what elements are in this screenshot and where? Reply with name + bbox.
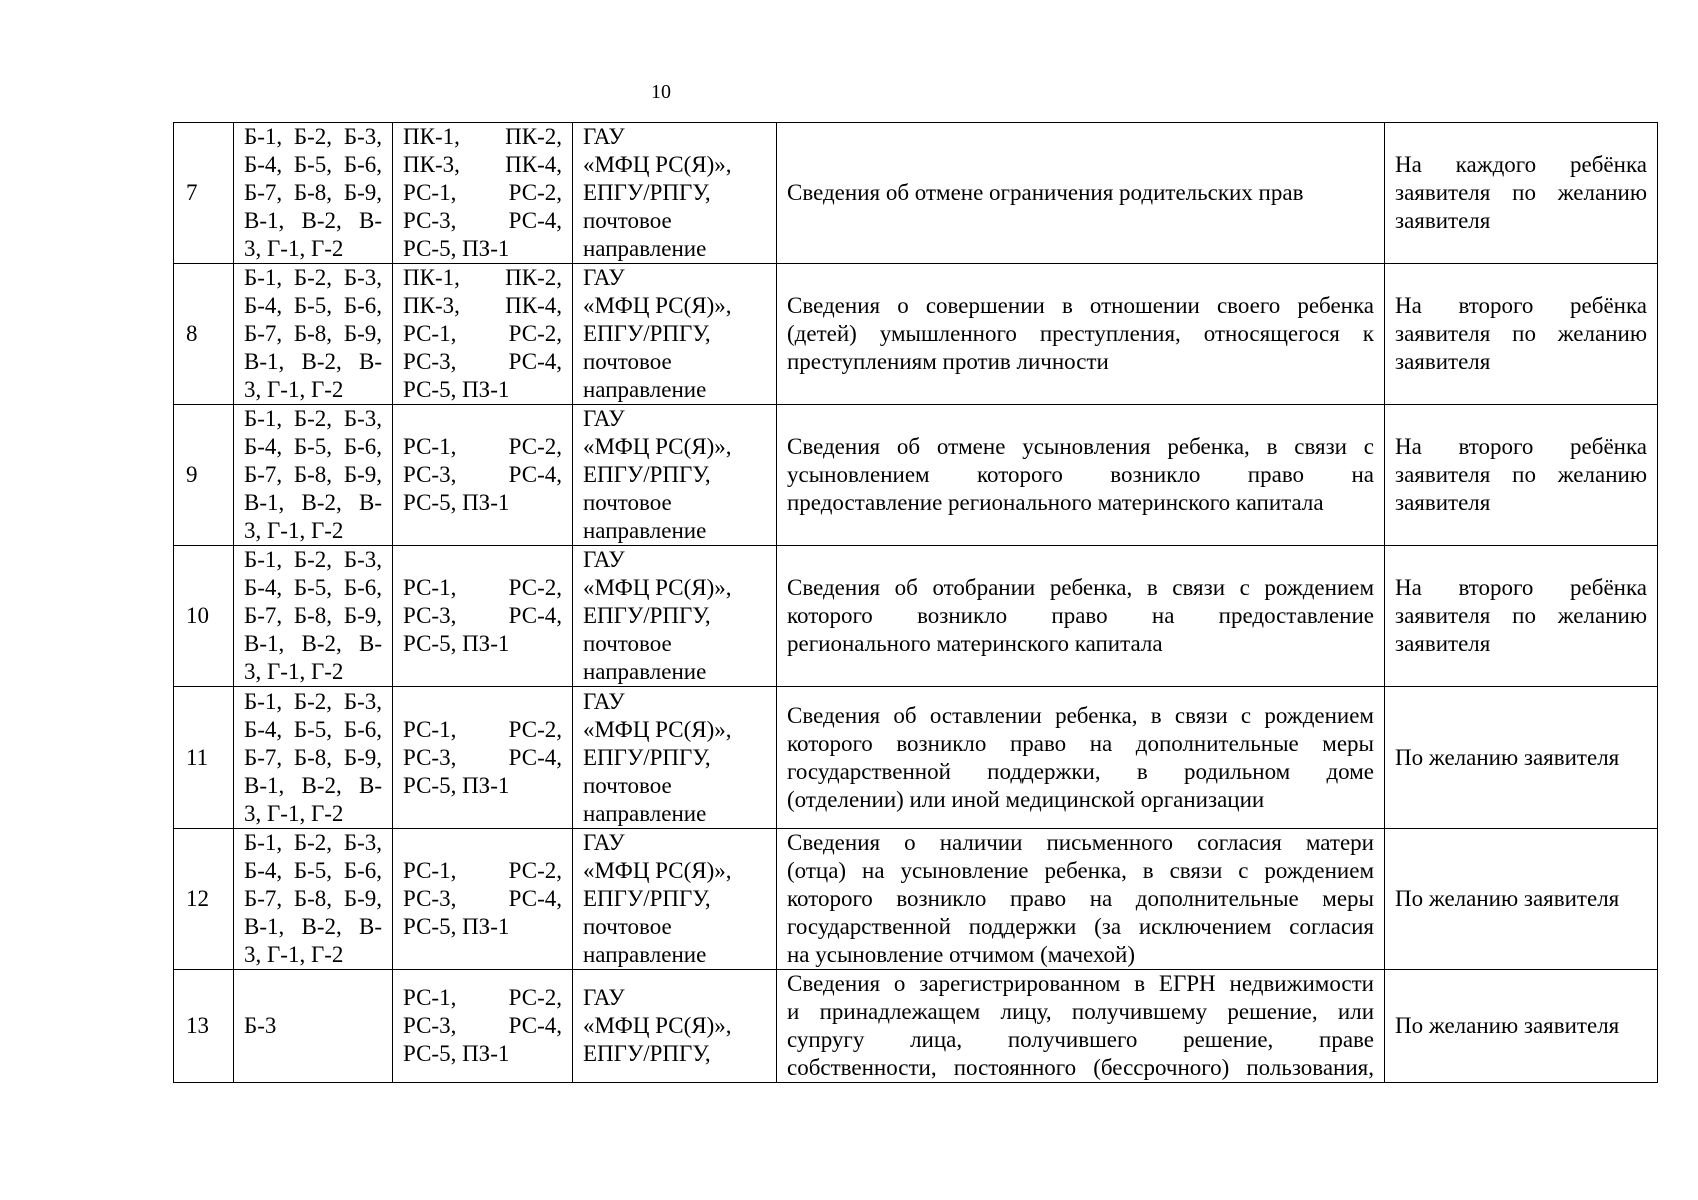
- text-line: РС-1, РС-2,: [403, 858, 562, 883]
- text-line: На каждого ребёнка: [1395, 152, 1647, 177]
- text-line: «МФЦ РС(Я)»,: [583, 293, 732, 318]
- text-line: ПК-1, ПК-2,: [403, 124, 562, 149]
- text-line: Сведения о зарегистрированном в ЕГРН недвижимости: [787, 971, 1374, 996]
- text-line: государственной поддержки, в родильном доме: [787, 758, 1374, 784]
- text-line: В-1, В-2, В-: [244, 490, 382, 515]
- text-line: РС-3, РС-4,: [403, 744, 562, 770]
- text-line: Б-4, Б-5, Б-6,: [244, 293, 382, 318]
- text-line: заявителя по желанию: [1395, 462, 1647, 487]
- text-line: заявителя: [1395, 349, 1491, 374]
- text-line: Сведения о совершении в отношении своего ребенка: [787, 293, 1374, 318]
- text-line: Б-4, Б-5, Б-6,: [244, 434, 382, 459]
- condition-cell: [1385, 687, 1658, 829]
- condition-cell: [1385, 405, 1658, 546]
- text-line: Сведения об оставлении ребенка, в связи с рождением: [787, 702, 1374, 728]
- text-line: Сведения об отмене ограничения родительских прав: [787, 180, 1304, 205]
- text-line: Б-7, Б-8, Б-9,: [244, 886, 382, 911]
- text-line: РС-3, РС-4,: [403, 208, 562, 233]
- text-line: По желанию заявителя: [1395, 886, 1620, 911]
- text-line: Б-7, Б-8, Б-9,: [244, 180, 382, 205]
- text-line: ГАУ: [583, 124, 625, 149]
- text-line: (отделении) или иной медицинской организации: [787, 786, 1265, 812]
- document-codes-cell: [393, 970, 573, 1083]
- text-line: 3, Г-1, Г-2: [244, 942, 344, 967]
- text-line: направление: [583, 659, 707, 684]
- text-line: заявителя по желанию: [1395, 180, 1647, 205]
- category-codes-cell: [234, 970, 393, 1083]
- text-line: преступлениям против личности: [787, 349, 1109, 374]
- text-line: ГАУ: [583, 985, 625, 1010]
- text-line: собственности, постоянного (бессрочного) пользования,: [787, 1055, 1374, 1080]
- submission-channels-cell: [573, 687, 777, 829]
- text-line: Б-7, Б-8, Б-9,: [244, 462, 382, 487]
- row-number: 10: [186, 603, 209, 628]
- information-cell: [777, 687, 1385, 829]
- condition-cell: [1385, 829, 1658, 970]
- text-line: ЕПГУ/РПГУ,: [583, 744, 711, 770]
- text-line: Б-4, Б-5, Б-6,: [244, 152, 382, 177]
- text-line: РС-1, РС-2,: [403, 321, 562, 346]
- row-number-cell: [174, 405, 234, 546]
- text-line: заявителя по желанию: [1395, 321, 1647, 346]
- text-line: РС-5, ПЗ-1: [403, 914, 510, 939]
- text-line: почтовое: [583, 772, 672, 798]
- text-line: 3, Г-1, Г-2: [244, 518, 344, 543]
- text-line: Сведения об отмене усыновления ребенка, в связи с: [787, 434, 1374, 459]
- text-line: государственной поддержки (за исключением согласия: [787, 914, 1374, 939]
- category-codes-cell: [234, 123, 393, 264]
- text-line: Б-4, Б-5, Б-6,: [244, 716, 382, 742]
- condition-cell: [1385, 546, 1658, 687]
- information-cell: [777, 405, 1385, 546]
- text-line: РС-3, РС-4,: [403, 1013, 562, 1038]
- text-line: «МФЦ РС(Я)»,: [583, 434, 732, 459]
- text-line: 3, Г-1, Г-2: [244, 800, 344, 826]
- information-cell: [777, 546, 1385, 687]
- text-line: ПК-3, ПК-4,: [403, 293, 562, 318]
- text-line: регионального материнского капитала: [787, 631, 1163, 656]
- text-line: 3, Г-1, Г-2: [244, 659, 344, 684]
- submission-channels-cell: [573, 123, 777, 264]
- text-line: предоставление регионального материнского капитала: [787, 490, 1324, 515]
- row-number: 11: [186, 744, 209, 770]
- text-line: которого возникло право на дополнительные меры: [787, 886, 1374, 911]
- information-cell: [777, 264, 1385, 405]
- category-codes-cell: [234, 687, 393, 829]
- text-line: почтовое: [583, 349, 672, 374]
- text-line: РС-5, ПЗ-1: [403, 772, 510, 798]
- text-line: Б-4, Б-5, Б-6,: [244, 575, 382, 600]
- text-line: (отца) на усыновление ребенка, в связи с рождением: [787, 858, 1374, 883]
- text-line: 3, Г-1, Г-2: [244, 377, 344, 402]
- text-line: почтовое: [583, 208, 672, 233]
- text-line: ЕПГУ/РПГУ,: [583, 886, 711, 911]
- text-line: РС-1, РС-2,: [403, 575, 562, 600]
- text-line: РС-1, РС-2,: [403, 434, 562, 459]
- text-line: ГАУ: [583, 688, 625, 714]
- text-line: РС-3, РС-4,: [403, 886, 562, 911]
- text-line: ПК-3, ПК-4,: [403, 152, 562, 177]
- text-line: направление: [583, 942, 707, 967]
- text-line: ГАУ: [583, 547, 625, 572]
- text-line: Б-1, Б-2, Б-3,: [244, 830, 382, 855]
- text-line: Б-7, Б-8, Б-9,: [244, 744, 382, 770]
- text-line: По желанию заявителя: [1395, 744, 1620, 770]
- text-line: Б-1, Б-2, Б-3,: [244, 124, 382, 149]
- text-line: почтовое: [583, 914, 672, 939]
- text-line: ЕПГУ/РПГУ,: [583, 321, 711, 346]
- text-line: Б-7, Б-8, Б-9,: [244, 603, 382, 628]
- document-codes-cell: [393, 264, 573, 405]
- document-codes-cell: [393, 687, 573, 829]
- row-number-cell: [174, 970, 234, 1083]
- document-codes-cell: [393, 123, 573, 264]
- text-line: которого возникло право на дополнительные меры: [787, 730, 1374, 756]
- information-cell: [777, 123, 1385, 264]
- row-number-cell: [174, 687, 234, 829]
- text-line: ГАУ: [583, 406, 625, 431]
- text-line: РС-5, ПЗ-1: [403, 490, 510, 515]
- text-line: Б-1, Б-2, Б-3,: [244, 406, 382, 431]
- text-line: РС-5, ПЗ-1: [403, 631, 510, 656]
- text-line: Б-7, Б-8, Б-9,: [244, 321, 382, 346]
- row-number: 8: [186, 321, 198, 346]
- text-line: В-1, В-2, В-: [244, 208, 382, 233]
- text-line: В-1, В-2, В-: [244, 772, 382, 798]
- text-line: Б-1, Б-2, Б-3,: [244, 688, 382, 714]
- submission-channels-cell: [573, 264, 777, 405]
- text-line: «МФЦ РС(Я)»,: [583, 575, 732, 600]
- category-codes-cell: [234, 546, 393, 687]
- submission-channels-cell: [573, 546, 777, 687]
- text-line: В-1, В-2, В-: [244, 914, 382, 939]
- text-line: заявителя: [1395, 490, 1491, 515]
- submission-channels-cell: [573, 405, 777, 546]
- text-line: Б-4, Б-5, Б-6,: [244, 858, 382, 883]
- category-codes-cell: [234, 829, 393, 970]
- text-line: Б-1, Б-2, Б-3,: [244, 265, 382, 290]
- text-line: РС-1, РС-2,: [403, 985, 562, 1010]
- row-number: 13: [186, 1013, 209, 1038]
- text-line: В-1, В-2, В-: [244, 349, 382, 374]
- row-number-cell: [174, 546, 234, 687]
- text-line: направление: [583, 377, 707, 402]
- text-line: РС-3, РС-4,: [403, 349, 562, 374]
- text-line: РС-5, ПЗ-1: [403, 236, 510, 261]
- text-line: РС-3, РС-4,: [403, 603, 562, 628]
- text-line: На второго ребёнка: [1395, 293, 1647, 318]
- row-number-cell: [174, 829, 234, 970]
- text-line: заявителя: [1395, 631, 1491, 656]
- text-line: В-1, В-2, В-: [244, 631, 382, 656]
- text-line: РС-1, РС-2,: [403, 180, 562, 205]
- text-line: усыновлением которого возникло право на: [787, 462, 1374, 487]
- text-line: 3, Г-1, Г-2: [244, 236, 344, 261]
- text-line: ЕПГУ/РПГУ,: [583, 180, 711, 205]
- text-line: РС-5, ПЗ-1: [403, 1041, 510, 1066]
- document-codes-cell: [393, 546, 573, 687]
- text-line: направление: [583, 236, 707, 261]
- condition-cell: [1385, 264, 1658, 405]
- information-cell: [777, 829, 1385, 970]
- row-number: 9: [186, 462, 198, 487]
- text-line: (детей) умышленного преступления, относящегося к: [787, 321, 1374, 346]
- category-codes-cell: [234, 264, 393, 405]
- text-line: Б-3: [244, 1013, 277, 1038]
- text-line: почтовое: [583, 631, 672, 656]
- document-codes-cell: [393, 405, 573, 546]
- condition-cell: [1385, 970, 1658, 1083]
- document-table: [173, 122, 1658, 1083]
- text-line: ГАУ: [583, 830, 625, 855]
- page-number: 10: [651, 81, 671, 103]
- text-line: РС-3, РС-4,: [403, 462, 562, 487]
- text-line: ГАУ: [583, 265, 625, 290]
- text-line: «МФЦ РС(Я)»,: [583, 716, 732, 742]
- document-codes-cell: [393, 829, 573, 970]
- text-line: «МФЦ РС(Я)»,: [583, 1013, 732, 1038]
- text-line: и принадлежащем лицу, получившему решение, или: [787, 999, 1374, 1024]
- text-line: заявителя по желанию: [1395, 603, 1647, 628]
- submission-channels-cell: [573, 829, 777, 970]
- text-line: почтовое: [583, 490, 672, 515]
- text-line: Б-1, Б-2, Б-3,: [244, 547, 382, 572]
- row-number: 7: [186, 180, 198, 205]
- text-line: ЕПГУ/РПГУ,: [583, 603, 711, 628]
- information-cell: [777, 970, 1385, 1083]
- text-line: направление: [583, 518, 707, 543]
- text-line: на усыновление отчимом (мачехой): [787, 942, 1136, 967]
- condition-cell: [1385, 123, 1658, 264]
- text-line: ЕПГУ/РПГУ,: [583, 1041, 711, 1066]
- text-line: ЕПГУ/РПГУ,: [583, 462, 711, 487]
- row-number: 12: [186, 886, 209, 911]
- category-codes-cell: [234, 405, 393, 546]
- text-line: «МФЦ РС(Я)»,: [583, 858, 732, 883]
- text-line: По желанию заявителя: [1395, 1013, 1620, 1038]
- text-line: которого возникло право на предоставление: [787, 603, 1374, 628]
- text-line: заявителя: [1395, 208, 1491, 233]
- text-line: РС-5, ПЗ-1: [403, 377, 510, 402]
- text-line: ПК-1, ПК-2,: [403, 265, 562, 290]
- text-line: супругу лица, получившего решение, праве: [787, 1027, 1374, 1052]
- text-line: направление: [583, 800, 707, 826]
- text-line: На второго ребёнка: [1395, 434, 1647, 459]
- row-number-cell: [174, 264, 234, 405]
- submission-channels-cell: [573, 970, 777, 1083]
- text-line: «МФЦ РС(Я)»,: [583, 152, 732, 177]
- text-line: РС-1, РС-2,: [403, 716, 562, 742]
- text-line: Сведения об отобрании ребенка, в связи с рождением: [787, 575, 1374, 600]
- text-line: Сведения о наличии письменного согласия матери: [787, 830, 1374, 855]
- text-line: На второго ребёнка: [1395, 575, 1647, 600]
- row-number-cell: [174, 123, 234, 264]
